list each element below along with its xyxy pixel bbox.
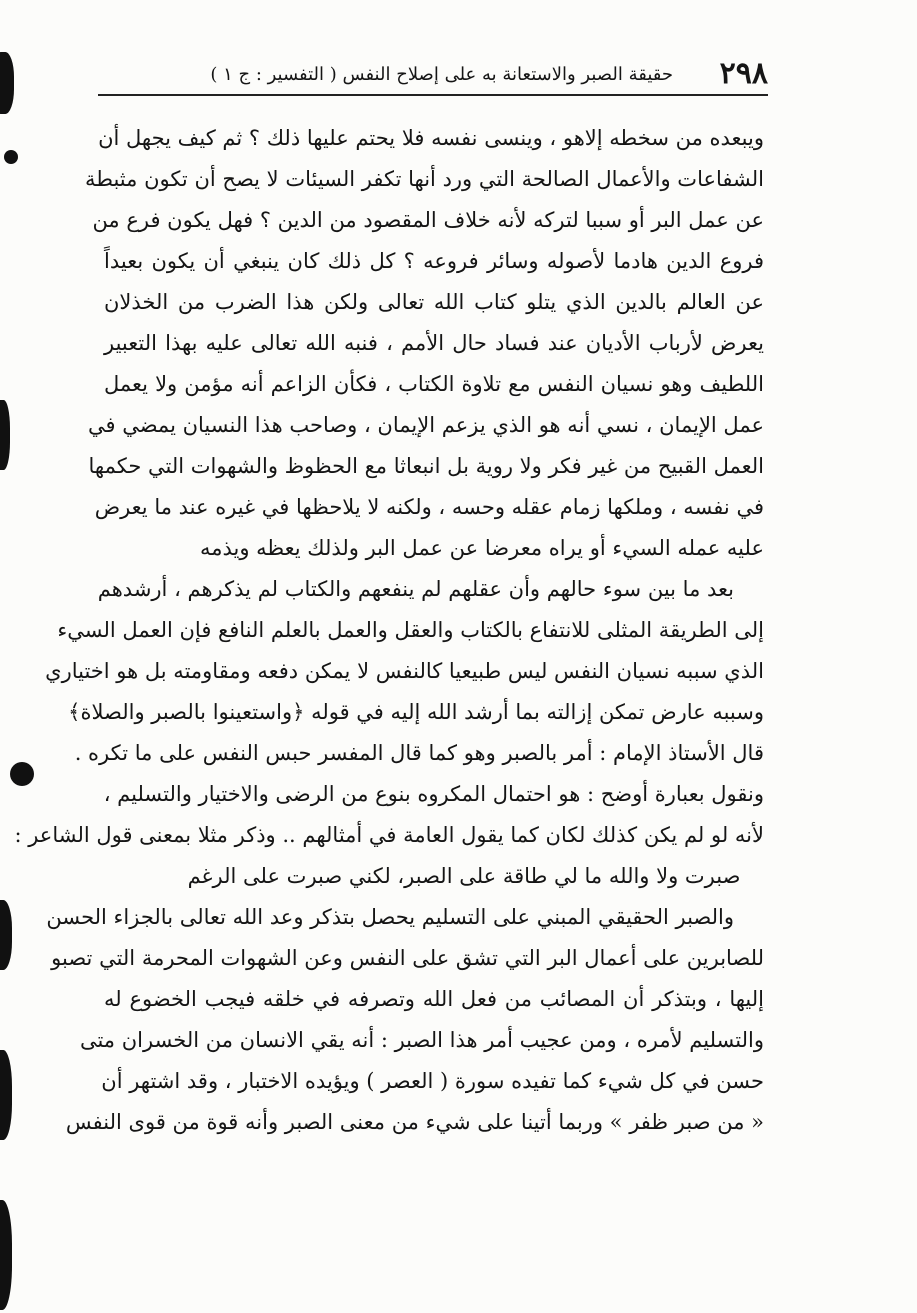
text-line: والتسليم لأمره ، ومن عجيب أمر هذا الصبر : أنه يقي الانسان من الخسران متى [79,1028,764,1052]
text-line: بعد ما بين سوء حالهم وأن عقلهم لم ينفعهم والكتاب لم يذكرهم ، أرشدهم [97,577,734,601]
text-line: ونقول بعبارة أوضح : هو احتمال المكروه بنوع من الرضى والاختيار والتسليم ، [103,782,764,806]
header-rule [98,94,768,96]
text-line: إلى الطريقة المثلى للانتفاع بالكتاب والعقل والعمل بالعلم النافع فإن العمل السيء [57,618,764,642]
text-line: عن عمل البر أو سببا لتركه لأنه خلاف المقصود من الدين ؟ فهل يكون فرع من [92,208,764,232]
verse-line: صبرت ولا والله ما لي طاقة على الصبر، لكني صبرت على الرغم [187,864,741,888]
text-line: « من صبر ظفر » وربما أتينا على شيء من معنى الصبر وأنه قوة من قوى النفس [65,1110,764,1134]
page-number: ٢٩٨ [719,56,768,91]
running-title: حقيقة الصبر والاستعانة به على إصلاح النفس ( التفسير : ج ١ ) [210,64,673,85]
text-line: في نفسه ، وملكها زمام عقله وحسه ، ولكنه لا يلاحظها في غيره عند ما يعرض [94,495,764,519]
ink-blot [0,52,14,114]
text-line: العمل القبيح من غير فكر ولا روية بل انبعاثا مع الحظوظ والشهوات التي حكمها [88,454,764,478]
text-line: يعرض لأرباب الأديان عند فساد حال الأمم ، فنبه الله تعالى عليه بهذا التعبير [104,331,764,355]
text-line: قال الأستاذ الإمام : أمر بالصبر وهو كما قال المفسر حبس النفس على ما تكره . [74,741,764,765]
text-line: عن العالم بالدين الذي يتلو كتاب الله تعالى ولكن هذا الضرب من الخذلان [104,290,764,314]
text-line: ويبعده من سخطه إلاهو ، وينسى نفسه فلا يحتم عليها ذلك ؟ ثم كيف يجهل أن [98,126,764,150]
body-text [14,118,764,1143]
ink-blot [0,1200,12,1310]
ink-blot [0,400,10,470]
text-line: لأنه لو لم يكن كذلك لكان كما يقول العامة في أمثالهم .. وذكر مثلا بمعنى قول الشاعر : [14,823,764,847]
text-line: للصابرين على أعمال البر التي تشق على النفس وعن الشهوات المحرمة التي تصبو [51,946,764,970]
text-line: اللطيف وهو نسيان النفس مع تلاوة الكتاب ، فكأن الزاعم أنه مؤمن ولا يعمل [104,372,764,396]
text-line: إليها ، وبتذكر أن المصائب من فعل الله وتصرفه في خلقه فيجب الخضوع له [104,987,764,1011]
text-line: حسن في كل شيء كما تفيده سورة ( العصر ) ويؤيده الاختبار ، وقد اشتهر أن [101,1069,764,1093]
ink-blot [4,150,18,164]
ink-blot [10,762,34,786]
ink-blot [0,900,12,970]
text-line: فروع الدين هادما لأصوله وسائر فروعه ؟ كل ذلك كان ينبغي أن يكون بعيداً [104,249,764,273]
text-line: وسببه عارض تمكن إزالته بما أرشد الله إليه في قوله ﴿واستعينوا بالصبر والصلاة﴾ [68,700,764,724]
text-line: والصبر الحقيقي المبني على التسليم يحصل بتذكر وعد الله تعالى بالجزاء الحسن [46,905,734,929]
page-header [100,56,768,96]
text-line: عمل الإيمان ، نسي أنه هو الذي يزعم الإيمان ، وصاحب هذا النسيان يمضي في [88,413,764,437]
text-line: الذي سببه نسيان النفس ليس طبيعيا كالنفس لا يمكن دفعه ومقاومته بل هو اختياري [45,659,764,683]
text-line: الشفاعات والأعمال الصالحة التي ورد أنها تكفر السيئات لا يصح أن تكون مثبطة [84,167,764,191]
ink-blot [0,1050,12,1140]
text-line: عليه عمله السيء أو يراه معرضا عن عمل البر ولذلك يعظه ويذمه [199,536,764,560]
